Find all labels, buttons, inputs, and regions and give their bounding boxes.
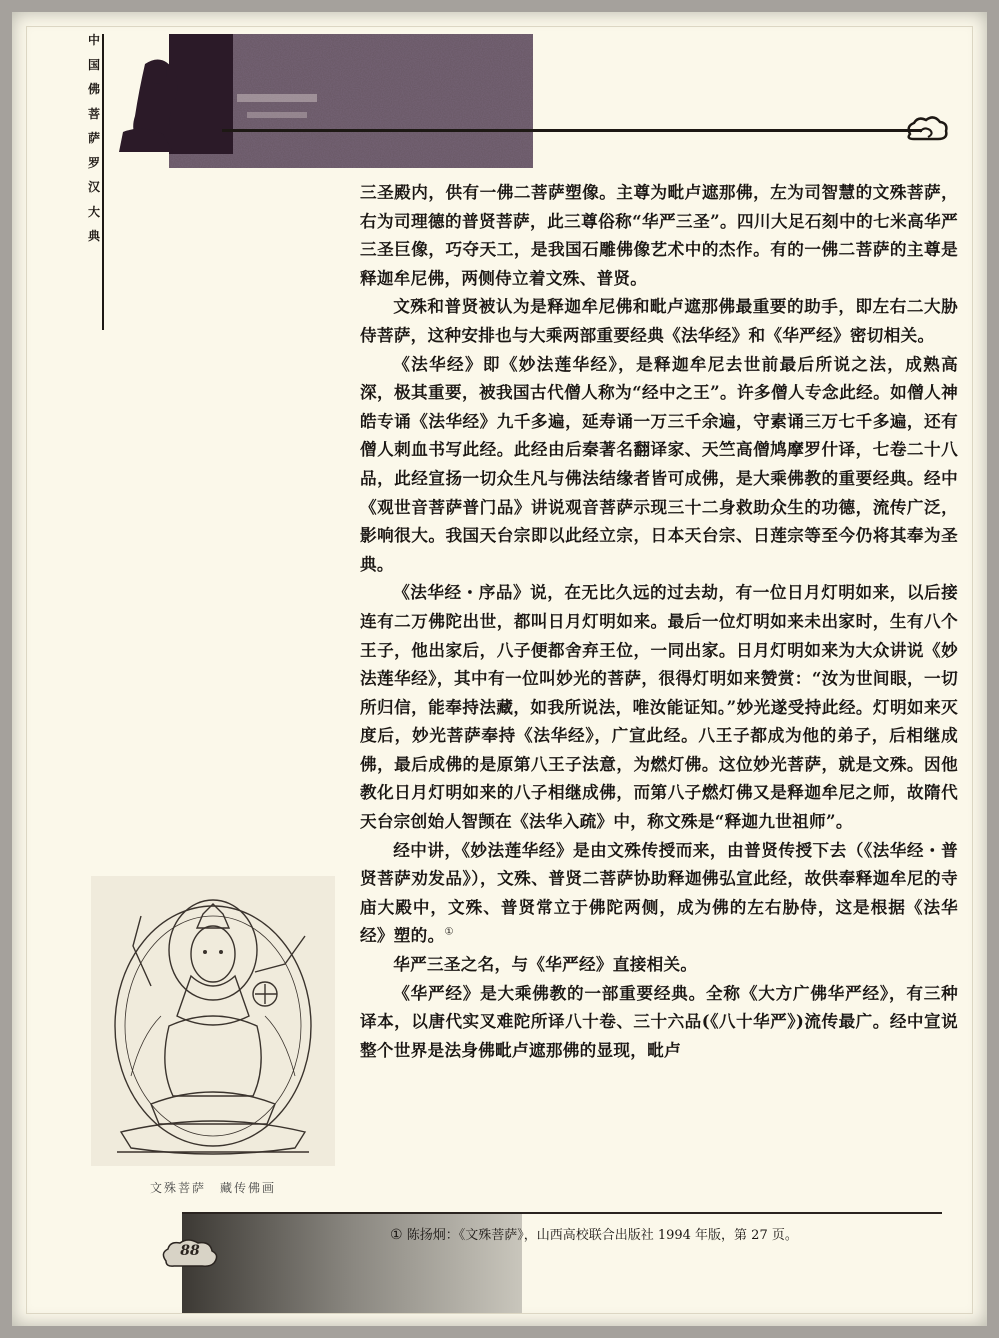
series-title-char: 佛 (87, 82, 100, 96)
body-text (360, 178, 958, 1064)
paragraph-text: 经中讲，《妙法莲华经》是由文殊传授而来，由普贤传授下去（《法华经・普贤菩萨劝发品》），文殊、普贤二菩萨协助释迦佛弘宣此经，故供奉释迦牟尼的寺庙大殿中，文殊、普贤常立于佛陀两侧，成为佛的左右胁侍，这是根据《法华经》塑的。 (360, 839, 958, 946)
paragraph (360, 836, 958, 950)
footnote-mark: ① (390, 1227, 403, 1243)
footnote (390, 1224, 950, 1243)
paragraph: 《法华经》即《妙法莲华经》，是释迦牟尼去世前最后所说之法，成熟高深，极其重要，被我国古代僧人称为“经中之王”。许多僧人专念此经。如僧人神皓专诵《法华经》九千多遍，延寿诵一万三千余遍，守素诵三万七千多遍，还有僧人刺血书写此经。此经由后秦著名翻译家、天竺高僧鸠摩罗什译，七卷二十八品，此经宣扬一切众生凡与佛法结缘者皆可成佛，是大乘佛教的重要经典。经中《观世音菩萨普门品》讲说观音菩萨示现三十二身救助众生的功德，流传广泛，影响很大。我国天台宗即以此经立宗，日本天台宗、日莲宗等至今仍将其奉为圣典。 (360, 353, 958, 574)
manjushri-illustration (91, 876, 335, 1166)
footnote-text: 陈扬炯：《文殊菩萨》，山西高校联合出版社 1994 年版，第 27 页。 (406, 1228, 798, 1243)
series-title-char: 大 (87, 204, 100, 219)
paragraph: 三圣殿内，供有一佛二菩萨塑像。主尊为毗卢遮那佛，左为司智慧的文殊菩萨，右为司理德的普贤菩萨，此三尊俗称“华严三圣”。四川大足石刻中的七米高华严三圣巨像，巧夺天工，是我国石雕佛像艺术中的杰作。有的一佛二菩萨的主尊是释迦牟尼佛，两侧侍立着文殊、普贤。 (360, 182, 958, 288)
page-number: 88 (180, 1243, 200, 1259)
series-rule (102, 34, 104, 330)
paragraph: 华严三圣之名，与《华严经》直接相关。 (393, 954, 698, 975)
series-title-char: 萨 (87, 131, 100, 145)
series-title-char: 菩 (87, 106, 100, 121)
series-title-char: 国 (87, 57, 100, 72)
footer-rule (182, 1212, 942, 1214)
cloud-ornament-icon (904, 116, 950, 144)
paragraph: 《法华经・序品》说，在无比久远的过去劫，有一位日月灯明如来，以后接连有二万佛陀出世，都叫日月灯明如来。最后一位灯明如来未出家时，生有八个王子，他出家后，八子便都舍弃王位，一同出家。日月灯明如来为大众讲说《妙法莲华经》，其中有一位叫妙光的菩萨，很得灯明如来赞赏：“汝为世间眼，一切所归信，能奉持法藏，如我所说法，唯汝能证知。”妙光遂受持此经。灯明如来灭度后，妙光菩萨奉持《法华经》，广宣此经。八王子都成为他的弟子，后相继成佛，最后成佛的是原第八王子法意，为燃灯佛。这位妙光菩萨，就是文殊。因他教化日月灯明如来的八子相继成佛，而第八子燃灯佛又是释迦牟尼之师，故隋代天台宗创始人智𫖮在《法华入疏》中，称文殊是“释迦九世祖师”。 (360, 582, 958, 832)
series-title-char: 中 (87, 33, 100, 47)
series-title (84, 34, 104, 255)
paragraph: 文殊和普贤被认为是释迦牟尼佛和毗卢遮那佛最重要的助手，即左右二大胁侍菩萨，这种安排也与大乘两部重要经典《法华经》和《华严经》密切相关。 (360, 296, 958, 345)
series-title-char: 典 (87, 229, 100, 243)
series-title-char: 罗 (87, 155, 100, 170)
page (12, 12, 987, 1326)
paragraph: 《华严经》是大乘佛教的一部重要经典。全称《大方广佛华严经》，有三种译本，以唐代实叉难陀所译八十卷、三十六品(《八十华严》)流传最广。经中宣说整个世界是法身佛毗卢遮那佛的显现，毗卢 (360, 982, 958, 1060)
illustration-caption: 文殊菩萨 藏传佛画 (149, 1181, 276, 1195)
series-title-char: 汉 (87, 180, 100, 194)
footnote-ref: ① (444, 926, 454, 938)
header-banner-image (107, 34, 533, 168)
header-rule (222, 129, 922, 132)
